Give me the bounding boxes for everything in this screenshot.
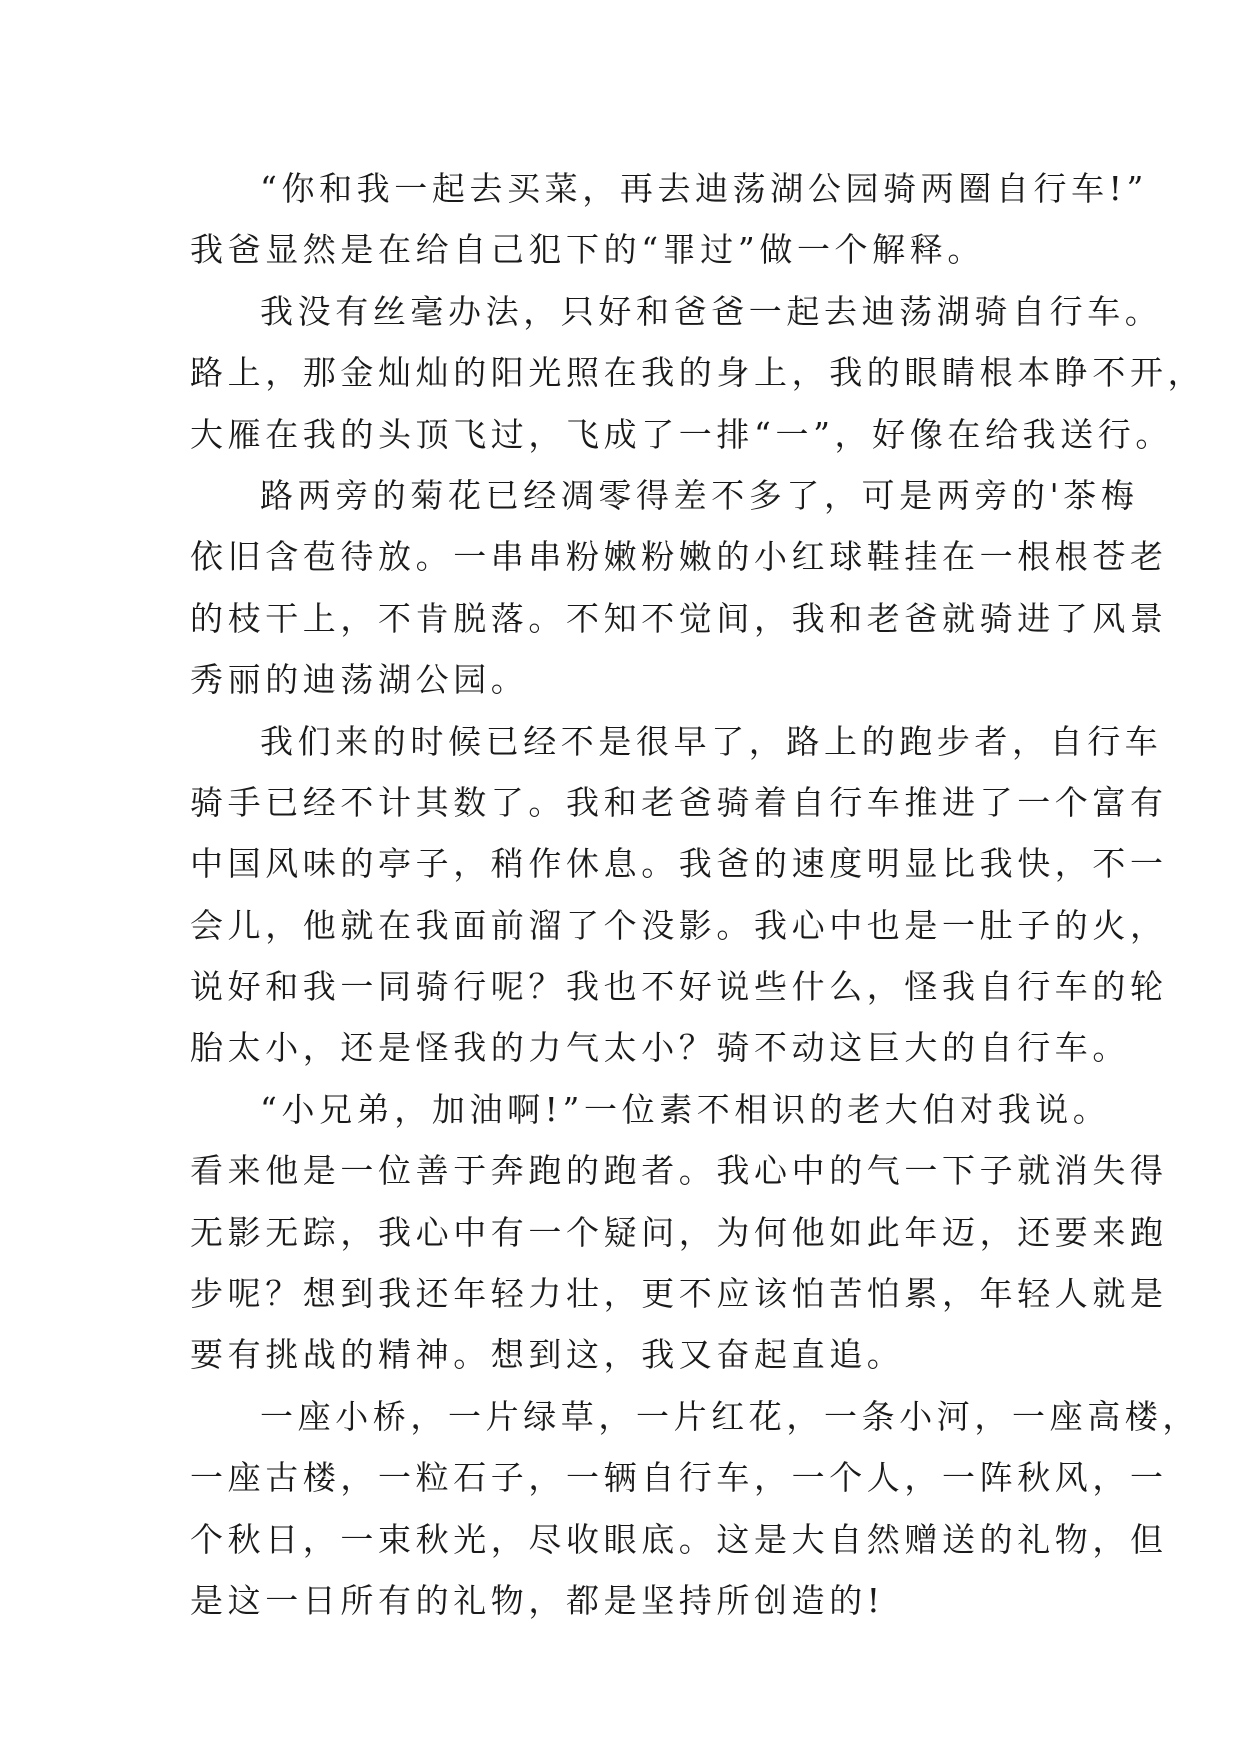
paragraph-line: “你和我一起去买菜，再去迪荡湖公园骑两圈自行车!” — [260, 169, 1149, 208]
paragraph-line: 是这一日所有的礼物，都是坚持所创造的! — [190, 1580, 885, 1620]
paragraph-line: 的枝干上，不肯脱落。不知不觉间，我和老爸就骑进了风景 — [190, 598, 1168, 638]
essay-body — [190, 158, 1206, 1631]
paragraph-line: “小兄弟，加油啊!”一位素不相识的老大伯对我说。 — [260, 1089, 1111, 1129]
paragraph-line: 说好和我一同骑行呢？我也不好说些什么，怪我自行车的轮 — [190, 967, 1168, 1007]
paragraph-line: 看来他是一位善于奔跑的跑者。我心中的气一下子就消失得 — [190, 1151, 1168, 1191]
paragraph-line: 我没有丝毫办法，只好和爸爸一起去迪荡湖骑自行车。 — [260, 291, 1163, 331]
paragraph-line: 骑手已经不计其数了。我和老爸骑着自行车推进了一个富有 — [190, 782, 1168, 822]
paragraph-line: 秀丽的迪荡湖公园。 — [190, 660, 529, 700]
paragraph-line: 我爸显然是在给自己犯下的“罪过”做一个解释。 — [190, 230, 985, 270]
paragraph-line: 步呢？想到我还年轻力壮，更不应该怕苦怕累，年轻人就是 — [190, 1274, 1168, 1314]
paragraph-line: 一座小桥，一片绿草，一片红花，一条小河，一座高楼， — [260, 1396, 1200, 1436]
paragraph-line: 中国风味的亭子，稍作休息。我爸的速度明显比我快，不一 — [190, 844, 1168, 884]
paragraph-line: 大雁在我的头顶飞过，飞成了一排“一”，好像在给我送行。 — [190, 414, 1173, 454]
paragraph-line: 一座古楼，一粒石子，一辆自行车，一个人，一阵秋风，一 — [190, 1458, 1168, 1498]
paragraph-line: 个秋日，一束秋光，尽收眼底。这是大自然赠送的礼物，但 — [190, 1519, 1168, 1559]
paragraph-line: 我们来的时候已经不是很早了，路上的跑步者，自行车 — [260, 721, 1163, 761]
paragraph-line: 依旧含苞待放。一串串粉嫩粉嫩的小红球鞋挂在一根根苍老 — [190, 537, 1168, 577]
paragraph-line: 路上，那金灿灿的阳光照在我的身上，我的眼睛根本睁不开， — [190, 353, 1206, 393]
paragraph-line: 要有挑战的精神。想到这，我又奋起直追。 — [190, 1335, 905, 1375]
paragraph-line: 无影无踪，我心中有一个疑问，为何他如此年迈，还要来跑 — [190, 1212, 1168, 1252]
paragraph-line: 胎太小，还是怪我的力气太小？骑不动这巨大的自行车。 — [190, 1028, 1130, 1068]
paragraph-line: 路两旁的菊花已经凋零得差不多了，可是两旁的'茶梅 — [260, 475, 1139, 515]
paragraph-line: 会儿，他就在我面前溜了个没影。我心中也是一肚子的火， — [190, 905, 1168, 945]
